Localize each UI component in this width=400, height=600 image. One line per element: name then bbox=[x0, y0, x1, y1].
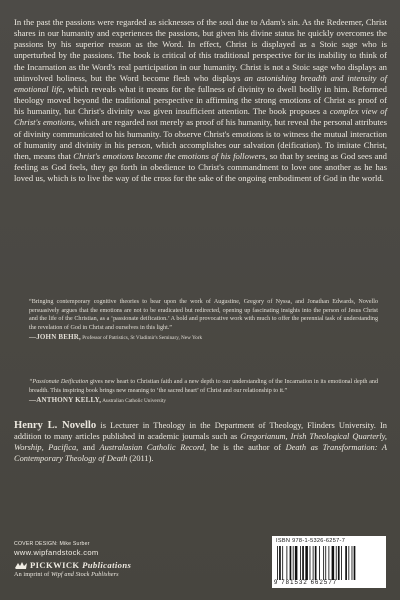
publisher-name-italic: Publications bbox=[79, 560, 132, 570]
endorser-affiliation: Professor of Patristics, St Vladimir's Seminary, New York bbox=[80, 335, 203, 341]
bio-text-4: (2011). bbox=[127, 453, 154, 463]
description-text-2: , which reveals what it means for the fullness of divinity to dwell bodily in him. Reformed theology moved beyond the traditional perspective in affirming the strong emotions of Christ as proof of his humanity, but Christ's divinity was given insufficient attention. The book proposes a bbox=[14, 83, 387, 117]
imprint-prefix: An imprint of bbox=[14, 571, 51, 578]
endorsement-quote: “Bringing contemporary cognitive theories to bear upon the work of Augustine, Gregory of Nyssa, and Jonathan Edwards, Novello persuasively argues that the emotions are not to be eradicated but redirected, opening up fascinating insights into the person of Jesus Christ and the life of the Christian, as a ‘passionate deification.’ A bold and provocative work with much to offer the perennial task of understanding the revelation of God in Christ and ourselves in this light.” bbox=[29, 299, 378, 331]
endorsement-quote-text: gives new heart to Christian faith and a new depth to our understanding of the Incarnation in its emotional depth and breadth. This inspiring book brings new meaning to ‘the sacred heart’ of Christ and our relationship to it.” bbox=[29, 379, 378, 394]
barcode-digits: 9 781532 662577 bbox=[274, 580, 338, 586]
description-text-3: , which are regarded not merely as proof of his humanity, but reveal the personal attributes of divinity communicated to his humanity. To observe Christ's emotions is to witness the mutual interaction of humanity and divinity in his person, which accomplishes our salvation (deification). To imitate Christ, then, means that bbox=[14, 117, 387, 161]
description-emphasis-1: an astonishing breadth and intensity of emotional life bbox=[14, 72, 387, 94]
bio-text-1: is Lecturer in Theology in the Department of Theology, Flinders University. In addition to many articles published in academic journals such as bbox=[14, 421, 387, 441]
author-bio bbox=[14, 421, 387, 464]
book-description bbox=[14, 17, 387, 184]
endorsement-attribution bbox=[29, 333, 378, 343]
endorsement-behr bbox=[29, 298, 378, 343]
imprint-name: Wipf and Stock Publishers bbox=[50, 571, 119, 578]
endorsement-attribution bbox=[29, 396, 378, 406]
publisher-website[interactable]: www.wipfandstock.com bbox=[14, 548, 99, 557]
imprint-line bbox=[14, 571, 224, 578]
endorsement-quote bbox=[29, 378, 378, 395]
bio-journals-1: Gregorianum, Irish Theological Quarterly, Worship, Pacifica, bbox=[14, 431, 387, 452]
publisher-row bbox=[14, 560, 224, 570]
pickwick-logo-icon bbox=[14, 561, 28, 570]
bio-text-3: , he is the author of bbox=[204, 442, 286, 452]
bio-journals-2: Australasian Catholic Record bbox=[99, 442, 205, 452]
bio-text-2: and bbox=[78, 442, 100, 452]
endorser-name: —JOHN BEHR, bbox=[29, 333, 81, 341]
barcode bbox=[272, 536, 386, 588]
description-text-1: In the past the passions were regarded as sicknesses of the soul due to Adam's sin. As the Redeemer, Christ shares in our humanity and experiences the passions, but given his divine status he quickly overcomes the passions by his superior reason as the Word. In effect, Christ is displayed as a Stoic sage who is unperturbed by the passions. The book is critical of this traditional perspective for its inability to think of the Incarnation as the Word's real participation in our humanity. Christ is not a Stoic sage who displays an uninvolved holiness, but the Word become flesh who displays bbox=[14, 17, 387, 83]
endorser-name: —ANTHONY KELLY, bbox=[29, 396, 102, 404]
endorser-affiliation: Australian Catholic University bbox=[101, 398, 166, 404]
publisher-info bbox=[14, 541, 224, 578]
endorsement-kelly bbox=[29, 378, 378, 406]
publisher-name bbox=[30, 560, 131, 570]
bio-book-title: Death as Transformation: A Contemporary Theology of Death bbox=[14, 442, 387, 463]
barcode-bars bbox=[276, 546, 382, 580]
description-text-4: , so that by seeing as God sees and feeling as God feels, they go forth in obedience to Christ's commandment to love one another as he has loved us, which is to live the way of the cross for the sake of the ongoing embodiment of God in the world. bbox=[14, 150, 387, 184]
publisher-name-main: PICKWICK bbox=[30, 560, 80, 570]
cover-design-credit: COVER DESIGN: Mike Surber bbox=[14, 541, 90, 547]
isbn-label: ISBN 978-1-5326-6257-7 bbox=[276, 538, 346, 544]
description-emphasis-2: complex view of Christ's emotions bbox=[14, 106, 388, 128]
author-name: Henry L. Novello bbox=[14, 420, 97, 431]
description-emphasis-3: Christ's emotions become the emotions of his followers bbox=[73, 150, 266, 161]
book-title-italic: “Passionate Deification bbox=[29, 379, 89, 385]
